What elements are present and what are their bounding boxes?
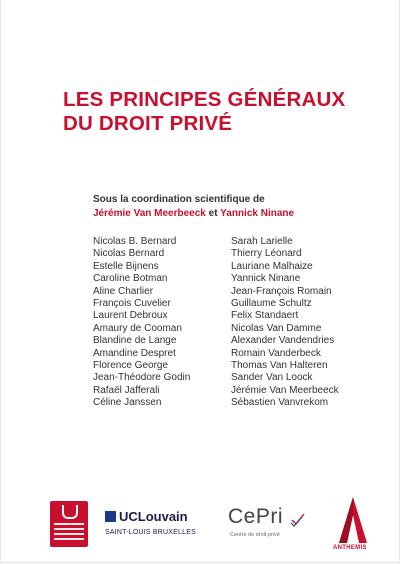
ucl-square-icon bbox=[105, 511, 116, 522]
author-name: Felix Standaert bbox=[231, 310, 299, 322]
author-name: Thomas Van Halteren bbox=[231, 360, 328, 372]
author-name: Jean-Théodore Godin bbox=[93, 372, 191, 384]
anthemis-a-icon bbox=[337, 495, 369, 545]
author-name: Yannick Ninane bbox=[231, 273, 301, 285]
author-name: Romain Vanderbeck bbox=[231, 347, 321, 359]
universite-saint-louis-logo bbox=[50, 501, 88, 547]
editor-2: Yannick Ninane bbox=[220, 208, 295, 219]
anthemis-logo bbox=[333, 495, 369, 553]
editor-1: Jérémie Van Meerbeeck bbox=[93, 208, 206, 219]
author-name: Sébastien Vanvrekom bbox=[231, 397, 329, 409]
cepri-ticks-icon bbox=[290, 511, 306, 527]
author-name: Nicolas Van Damme bbox=[231, 322, 322, 334]
author-name: Caroline Botman bbox=[93, 273, 168, 285]
author-name: François Cuvelier bbox=[93, 298, 171, 310]
author-name: Jérémie Van Meerbeeck bbox=[231, 384, 339, 396]
author-name: Guillaume Schultz bbox=[231, 298, 312, 310]
author-name: Aline Charlier bbox=[93, 285, 154, 297]
author-name: Jean-François Romain bbox=[231, 285, 332, 297]
author-name: Céline Janssen bbox=[93, 397, 162, 409]
author-name: Blandine de Lange bbox=[93, 335, 177, 347]
book-title bbox=[63, 88, 345, 136]
author-name: Alexander Vandendries bbox=[231, 335, 335, 347]
author-name: Florence George bbox=[93, 360, 169, 372]
author-name: Laurent Debroux bbox=[93, 310, 168, 322]
uclouvain-subtitle: SAINT-LOUIS BRUXELLES bbox=[105, 529, 196, 536]
authors-right-column bbox=[231, 236, 339, 410]
cepri-subtitle: Centre de droit privé bbox=[230, 532, 280, 538]
author-name: Rafaël Jafferali bbox=[93, 384, 160, 396]
author-name: Sarah Larielle bbox=[231, 236, 293, 247]
authors-left-column bbox=[93, 236, 190, 410]
title-line-2: DU DROIT PRIVÉ bbox=[63, 112, 233, 135]
author-name: Estelle Bijnens bbox=[93, 260, 159, 272]
author-name: Nicolas B. Bernard bbox=[93, 236, 177, 247]
u-letter-icon bbox=[62, 505, 78, 519]
editors bbox=[93, 208, 294, 219]
cepri-text: CePri bbox=[228, 505, 284, 528]
cepri-logo bbox=[228, 505, 284, 538]
anthemis-text: ANTHEMIS bbox=[333, 545, 367, 551]
editor-connector: et bbox=[205, 208, 221, 219]
author-name: Amandine Despret bbox=[93, 347, 176, 359]
publisher-logos bbox=[1, 495, 400, 555]
coordination-prefix: Sous la coordination scientifique de bbox=[93, 194, 265, 205]
author-name: Amaury de Cooman bbox=[93, 322, 182, 334]
logo-lines-icon bbox=[54, 523, 84, 543]
author-name: Lauriane Malhaize bbox=[231, 260, 313, 272]
uclouvain-text: UCLouvain bbox=[119, 509, 188, 524]
author-name: Sander Van Loock bbox=[231, 372, 313, 384]
author-name: Nicolas Bernard bbox=[93, 248, 165, 260]
title-line-1: LES PRINCIPES GÉNÉRAUX bbox=[63, 88, 346, 111]
author-name: Thierry Léonard bbox=[231, 248, 302, 260]
